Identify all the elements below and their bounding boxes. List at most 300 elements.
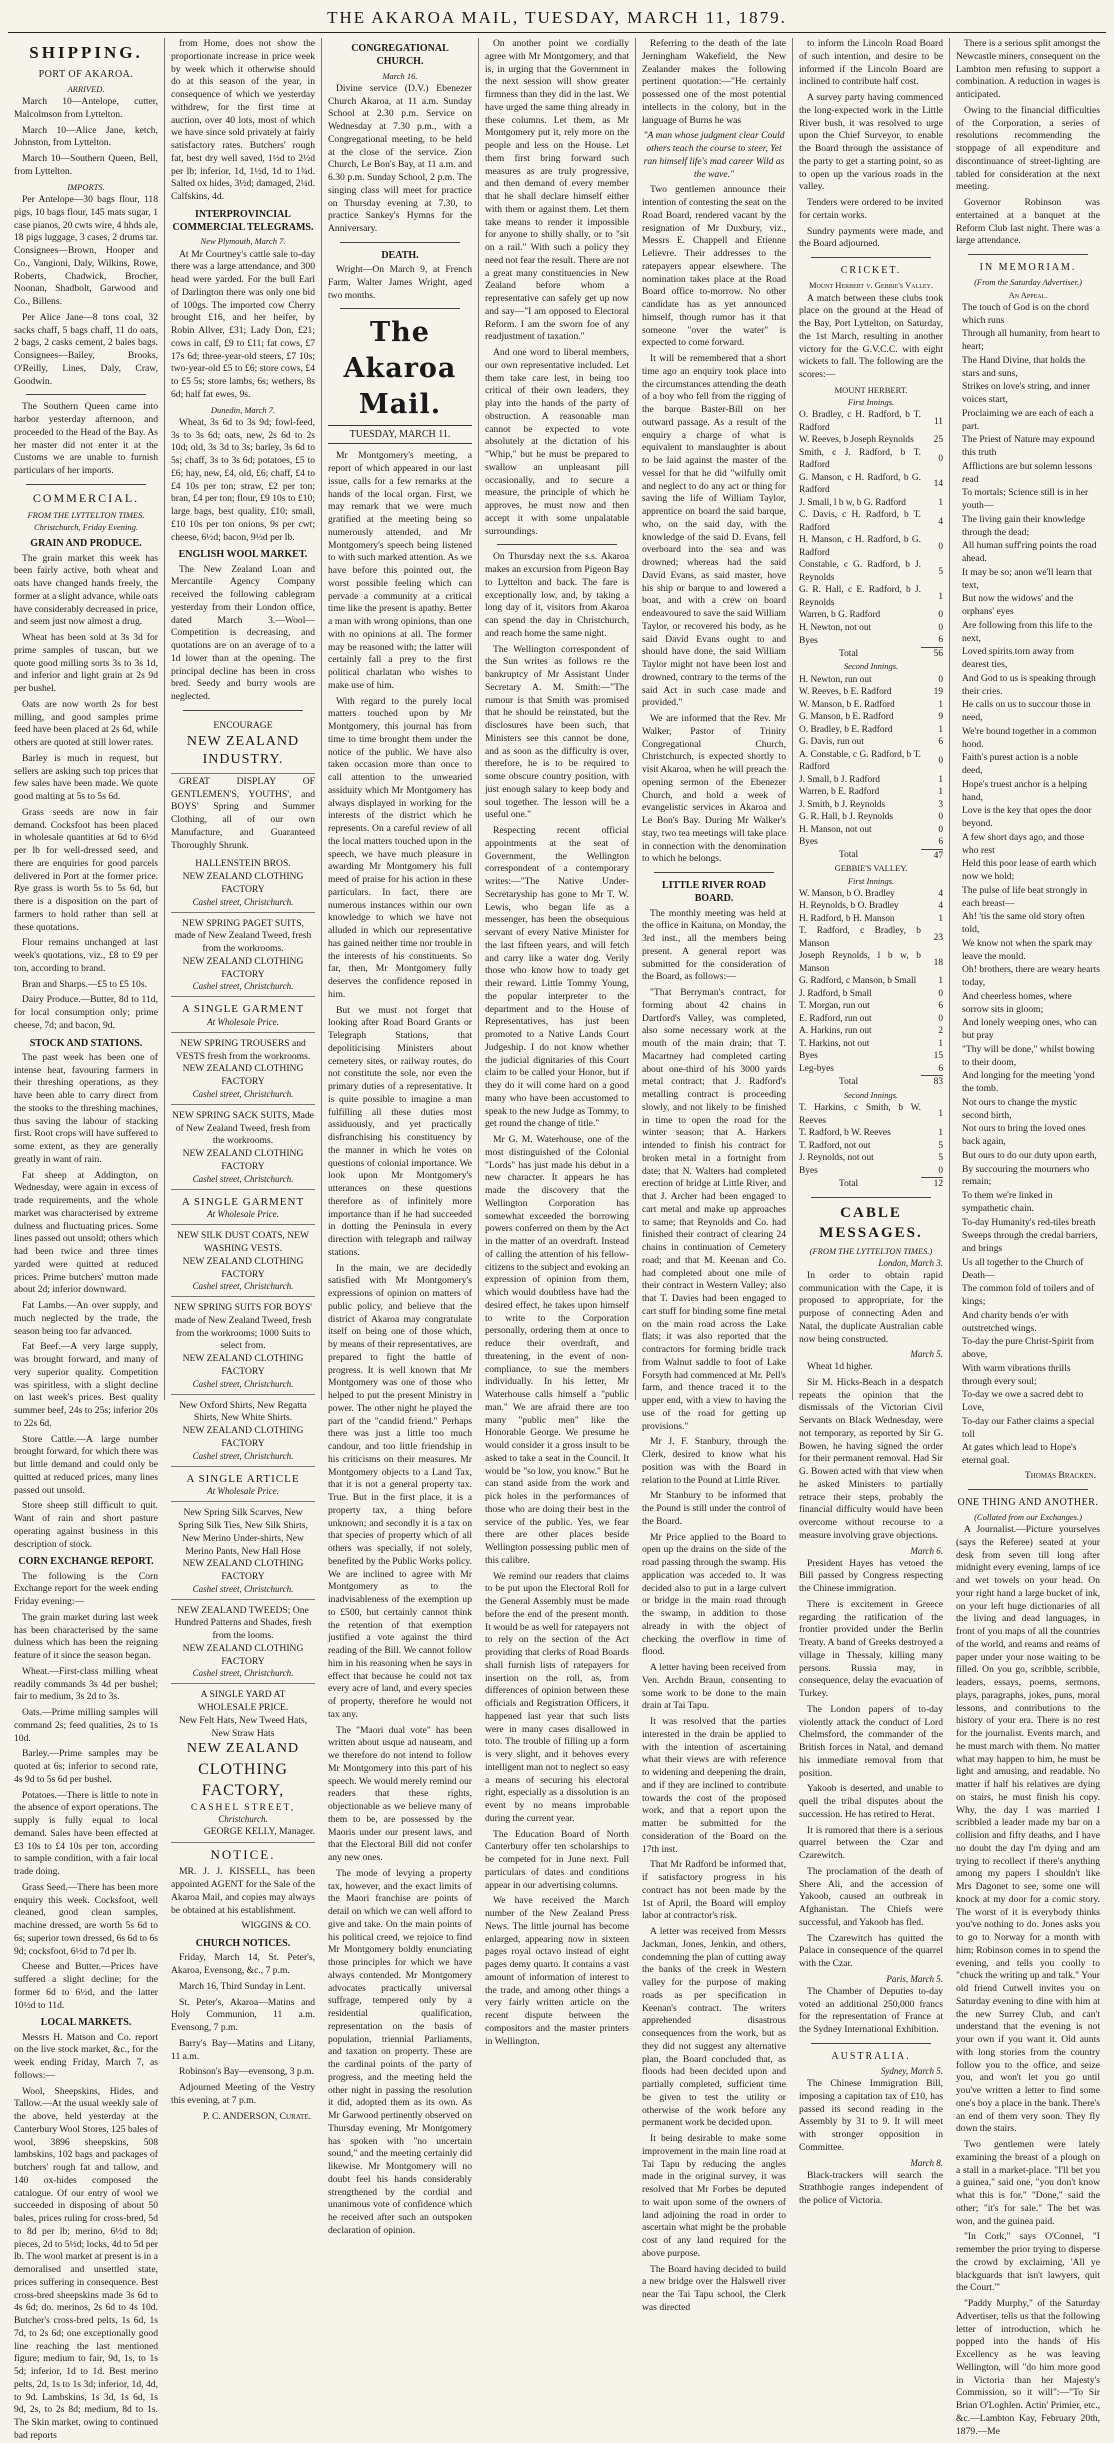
poem-line: It may be so; anon we'll learn that text,: [962, 566, 1092, 591]
poem-line: Proclaiming we are each of each a part.: [962, 407, 1094, 432]
batsman-runs: 0: [938, 824, 943, 835]
road-para: Tenders were ordered to be invited for certain works.: [799, 197, 943, 221]
scorecard-row: [799, 1140, 943, 1153]
editorial-para: The mode of levying a property tax, however, and the exact limits of the Maori franchise are points of detail on which we can well afford to give and take. On the main points of his political creed, we rejoice to find Mr Montgomery boldly enunciating those principles for which we have always contended. Mr Montgomery advocates practically universal suffrage, tempered only by a residential qualification, representation on the basis of population, triennial Parliaments, and taxation on property. These are the cardinal points of the party of progress, and the meeting held the other night in passing the resolution it did, adopted them as its own. As Mr Garwood pertinently observed on Thursday evening, Mr Montgomery has spoken with "no uncertain sound," and the meeting certainly did likewise. Mr Montgomery will no doubt feel his hands considerably strengthened by the cordial and unanimous vote of confidence which he received after such an outspoken declaration of opinion.: [328, 1867, 472, 2236]
arrival-item: March 10—Southern Queen, Bell, from Lyttelton.: [14, 153, 158, 177]
cable-item: In order to obtain rapid communication with the Cape, it is proposed to appropriate, for the purpose of connecting Aden and Natal, the duplicate Australian cable now being constructed.: [799, 1269, 943, 1345]
grain-para: Bran and Sharps.—£5 to £5 10s.: [22, 978, 147, 990]
column-1: [8, 38, 164, 2441]
divider: [26, 394, 146, 395]
news-para: Governor Robinson was entertained at a banquet at the Reform Club last night. There was a large attendance.: [956, 197, 1100, 247]
poem-line: We're bound together in a common hood.: [962, 725, 1097, 750]
scorecard-row: [799, 1013, 943, 1026]
ad-street: Cashel street, Christchurch.: [192, 1088, 294, 1099]
poem-line: Through all humanity, from heart to heart;: [962, 328, 1100, 353]
scorecard-row: [799, 913, 943, 926]
dunedin-para: Wheat, 3s 6d to 3s 9d; fowl-feed, 3s to 3s 6d; oats, new, 2s 6d to 2s 10d; old, 3s 3d to 3s; barley, 3s 6d to 5s; chaff, 3s to 3s 6d; potatoes, £5 to £6; hay, new, £4, old, £6; chaff, £4 to £4 10s per ton; straw, £2 per ton; bran, £4 per ton; flour, £9 10s to £10; large bags, best quality, £10; small, £10 10s per ton onions, 9s per cwt; cheese, 6½d; bacon, 9½d per lb.: [171, 416, 315, 543]
editorial-para: But we must not forget that looking after Road Board Grants or Telegraph Stations, that depoliticising Ministers about cemetery sites, or railway routes, do not constitute the sole, nor even the primary duties of a representative. It is quite possible to imagine a man fulfilling all these duties most assiduously, and yet practically disfranchising his constituency by the manner in which he votes on questions of colonial importance. We look upon Mr Montgomery's utterances on these questions therefore as of infinitely more importance than if he had succeeded in dotting the Peninsula in every direction with telegraph and railway stations.: [328, 1004, 472, 1258]
batsman-runs: 0: [938, 1013, 943, 1024]
clothing-ad: [171, 915, 315, 998]
corn-para: The following is the Corn Exchange report for the week ending Friday evening:—: [14, 1570, 158, 1608]
source-line: FROM THE LYTTELTON TIMES.: [27, 509, 145, 520]
poem-line: Not ours to change the mystic second birth,: [962, 1096, 1077, 1121]
cable-item: President Hayes has vetoed the Bill passed by Congress respecting the Chinese immigration.: [799, 1557, 943, 1595]
corn-para: Oats.—Prime milling samples will command 2s; feed qualities, 2s to 1s 10d.: [14, 1707, 158, 1744]
editorial-para: The "Maori dual vote" has been written about usque ad nauseam, and we therefore do not intend to follow Mr Montgomery into this part of his speech. We would merely remind our readers that these rights, objectionable as we believe many of them to be, are possessed by the Maoris under our present laws, and that the Electoral Bill did not confer any new ones.: [328, 1724, 472, 1864]
batsman-name: O. Bradley, b E. Radford: [799, 724, 893, 735]
curate-signature: P. C. ANDERSON, Curate.: [202, 2110, 311, 2122]
match-desc: A match between these clubs took place on the ground at the Head of the Bay, Port Lyttelton, on Saturday, the 1st March, resulting in another victory for the G.V.C.C. with eight wickets to fall. The following are the scores:—: [799, 292, 943, 381]
clothing-ad: [171, 999, 315, 1033]
poem-line: Sweeps through the credal barriers, and brings: [962, 1230, 1098, 1255]
road-board-heading: LITTLE RIVER ROAD BOARD.: [662, 880, 766, 905]
import-item: Per Alice Jane—8 tons coal, 32 sacks chaff, 5 bags chaff, 11 do oats, 2 bags, 2 casks cement, 2 bales bags. Consignees—Bailey, Brooks, O'Reilly, Lines, Daly, Craw, Goodwin.: [14, 311, 158, 387]
batsman-runs: 0: [938, 541, 943, 552]
scorecard-row: [799, 509, 943, 534]
ad-factory: NEW ZEALAND CLOTHING FACTORY: [182, 1063, 304, 1088]
batsman-name: Byes: [799, 1051, 818, 1062]
grain-para: Grass seeds are now in fair demand. Cocksfoot has been placed in wholesale quantities at 6d to 6½d per lb for well-dressed seed, and there are enquiries for good parcels delivered in Port at the former price. Rye grass is worth 5s to 5s 6d, but there is a disposition on the part of farmers to hold rather than sell at these quotations.: [14, 806, 158, 933]
commercial-heading: COMMERCIAL.: [32, 490, 140, 505]
ad-factory: NEW ZEALAND CLOTHING FACTORY: [182, 1642, 304, 1667]
stock-para: Fat Beef.—A very large supply, was brought forward, and many of very superior quality. Competition was spiritless, with a slight decline on last week's prices. Best quality summer beef, 24s to 25s; inferior 20s to 22s 6d.: [14, 1341, 158, 1429]
source-line: (Collated from our Exchanges.): [974, 1511, 1082, 1522]
total-runs: 83: [921, 1076, 943, 1089]
cable-item: The London papers of to-day violently attack the conduct of Lord Chelmsford, the commander of the British forces in Natal, and demand his immediate removal from that position.: [799, 1703, 943, 1779]
congregational-para: Divine service (D.V.) Ebenezer Church Akaroa, at 11 a.m. Sunday School at 2.30 p.m. Service on Wednesday at 7.30 p.m., with a Congregational meeting, to be held at the close of the service. Zion Church, Le Bon's Bay, at 11 a.m. and 6.30 p.m. Sunday School, 2 p.m. The singing class will meet for practice on Thursday evening at 7.30, to practice Sankey's Hymns for the Anniversary.: [328, 82, 472, 235]
clothing-ad: [171, 1227, 315, 1297]
road-para: Sundry payments were made, and the Board adjourned.: [799, 225, 943, 250]
batsman-runs: 1: [938, 497, 943, 508]
scorecard-row: [799, 622, 943, 635]
cable-item: The Chamber of Deputies to-day voted an additional 250,000 francs for the representation of France at the Sydney International Exhibition.: [799, 1985, 943, 2036]
poem-line: The Hand Divine, that holds the stars and suns,: [962, 354, 1086, 379]
poem-line: Ah! 'tis the same old story often told,: [962, 911, 1085, 936]
batsman-name: T. Harkins, not out: [799, 1038, 870, 1049]
poem-line: A few short days ago, and those who rest: [962, 831, 1085, 856]
batsman-name: G. Manson, c H. Radford, b G. Radford: [799, 472, 921, 496]
innings-heading: First Innings.: [847, 875, 895, 886]
grain-para: Dairy Produce.—Butter, 8d to 11d, for local consumption only; prime cheese, 7d; and bacon, 9d.: [14, 994, 158, 1031]
scorecard-row: [799, 711, 943, 724]
cable-item: It is rumored that there is a serious quarrel between the Czar and Czarewitch.: [799, 1824, 943, 1862]
total-runs: 12: [921, 1178, 943, 1191]
scorecard-table: [799, 888, 943, 1089]
batsman-runs: 0: [938, 622, 943, 633]
divider: [654, 872, 774, 873]
batsman-name: C. Davis, c H. Radford, b T. Radford: [799, 510, 921, 533]
batsman-name: Smith, c J. Radford, b T. Radford: [799, 447, 921, 471]
poem-line: Hope's truest anchor is a helping hand,: [962, 778, 1088, 803]
notice-para: MR. J. J. KISSELL, has been appointed AGENT for the Sale of the Akaroa Mail, and copies may always be obtained at his establishment.: [171, 1866, 315, 1916]
scorecard-row: [799, 559, 943, 584]
batsman-runs: 0: [938, 755, 943, 766]
batsman-runs: 3: [938, 799, 943, 810]
news-para: The Education Board of North Canterbury offer ten scholarships to be competed for in June next. Full particulars of dates and conditions appear in our advertising columns.: [485, 1828, 629, 1891]
batsman-name: J. Reynolds, not out: [799, 1153, 874, 1164]
church-line: Friday, March 14, St. Peter's, Akaroa, Evensong, &c., 7 p.m.: [171, 1952, 315, 1977]
grain-heading: GRAIN AND PRODUCE.: [30, 538, 142, 550]
ad-line: NEW SILK DUST COATS, NEW WASHING VESTS.: [176, 1230, 310, 1255]
scorecard-row: [799, 686, 943, 699]
batsman-name: Byes: [799, 1165, 818, 1176]
batsman-runs: 18: [933, 957, 943, 968]
ad-line: At Wholesale Price.: [207, 1486, 279, 1497]
innings-heading: First Innings.: [847, 397, 895, 408]
scorecard-row: [799, 1025, 943, 1038]
poem-line: The pulse of life beat strongly in each breast—: [962, 884, 1088, 909]
batsman-runs: 4: [938, 901, 943, 912]
batsman-name: G. R. Hall, b J. Reynolds: [799, 812, 894, 823]
church-line: March 16, Third Sunday in Lent.: [179, 1980, 306, 1992]
scorecard-row: [799, 1152, 943, 1165]
batsman-runs: 23: [933, 932, 943, 943]
dateline: New Plymouth, March 7.: [200, 236, 286, 247]
poem-line: To-day we owe a sacred debt to Love,: [962, 1389, 1084, 1414]
ad-line: NEW SPRING TROUSERS and VESTS fresh from the workrooms.: [175, 1037, 311, 1062]
news-para: Respecting recent official appointments at the seat of Government, the Wellington correspondent of a contemporary writes:—"The Native Under-Secretaryship has gone to Mr T. W. Lewis, who began life as a messenger, has been the obsequious servant of every Native Minister for the last fifteen years, and will fetch and carry like a water dog. Verily those who know how to toady get their reward. Little Tommy Young, the popular interpreter to the department and to the House of Representatives, has just been promoted to a Native Lands Court Judgeship. I do not know whether the judicial dignitaries of this Court claim to be called your Honor, but if they do it will come hard on a good many who have been accustomed to speak to the new Judge as Tommy, to get round the change of title.": [485, 825, 629, 1130]
scorecard-row: [799, 811, 943, 824]
road-para: A letter was received from Messrs Jackman, Jones, Jenkin, and others, condemning the plan of cutting away the banks of the creek in Western valley for the purpose of making roads as per specification in Keenan's contract. The writers apprehended disastrous consequences from the work, but as they did not suggest any alternative plan, the Board concluded that, as floods had been decided upon and partially completed, sufficient time be given to test the utility or otherwise of the work before any permanent work be decided upon.: [642, 1926, 786, 2129]
poem-line: Faith's purest action is a noble deed,: [962, 752, 1079, 777]
dateline: Christchurch, Friday Evening.: [33, 522, 139, 532]
poem-line: And God to us is speaking through their cries.: [962, 672, 1096, 697]
batsman-name: H. Newton, not out: [799, 622, 872, 633]
scorecard-row: [799, 434, 943, 447]
batsman-name: G. Manson, b E. Radford: [799, 712, 894, 723]
batsman-runs: 11: [933, 416, 943, 427]
batsman-name: J. Smith, b J. Reynolds: [799, 799, 886, 810]
poem-line: He calls on us to succour those in need,: [962, 699, 1091, 724]
ad-line: New Oxford Shirts, New Regatta Shirts, New White Shirts.: [179, 1399, 307, 1424]
miscellany-para: A Journalist.—Picture yourselves (says the Referee) seated at your desk from seven till long after midnight every evening, lamps of ice and wet towels on your head. On your right hand a large bucket of ink, on your left huge dictionaries of all the living and dead languages, in front of you maps of all the countries of the world, and reams and reams of paper under your nose waiting to be filled. On you go, scribble, scribble, leaders, essays, poems, sermons, plays, paragraphs, jokes, puns, moral lessons, and contributions to the history of your era. There is no rest for the journalist. Events march, and he must march with them. No matter what may happen to him, he must be light and amusing, and readable. No matter if half his relatives are dying on stairs, he must finish his copy. Why, the day I was married I scribbled a leader made my bar on a collision and fifty deaths, and I have no doubt the day I'm dying and am trying to recollect if there's anything among my papers I shouldn't like Mrs Dagonet to see, some one will knock at my door for a comic story. The worst of it is everybody thinks you've nothing to do. Jones asks you to go to Norway for a month with him; Robinson comes in to spend the evening, and tells you coolly to "chuck the writing up and talk." Your old friend Cutwell invites you on Saturday evening to dine with him at the new Surrey Club, and can't understand that the evening is not your own if you want it. Old aunts with long stories from the country follow you to the office, and seize you, and won't let you go until you've written a letter to find some one's boy a place in the bank. There's an end of them very soon. They fly down the stairs.: [956, 1524, 1100, 2135]
news-para: Referring to the death of the late Jerningham Wakefield, the New Zealander makes the following pertinent quotation:—"He certainly possessed one of the most potential intellects in the colony, but in the language of Burns he was: [642, 38, 786, 126]
ad-factory: NEW ZEALAND CLOTHING FACTORY: [182, 1353, 304, 1377]
scorecard-row: [799, 975, 943, 988]
news-para: The Wellington correspondent of the Sun writes as follows re the bankruptcy of Mr Assistant Under Secretary A. M. Smith:—"The rumour is that Smith was promised that he should be reinstated, but the disclosures have been such, that Ministers see this cannot be done, and as soon as the difficulty is over, therefore, he is to be required to some obscure country position, with just enough salary to keep body and soul together. The lesson will be a useful one.": [485, 643, 629, 821]
scorecard-table: [799, 1102, 943, 1191]
clothing-ad: [171, 1192, 315, 1226]
quoted-verse: "A man whose judgment clear Could others teach the course to steer, Yet ran himself life's mad career Wild as the wave.": [643, 130, 785, 180]
scorecard-row: [799, 1165, 943, 1178]
scorecard-total-row: [799, 849, 943, 862]
ad-big-factory: CLOTHING FACTORY,: [198, 1761, 288, 1800]
scorecard-row: [799, 950, 943, 975]
ad-street: Cashel street, Christchurch.: [192, 1378, 294, 1389]
divider: [26, 484, 146, 485]
road-para: Mr Price applied to the Board to open up the drains on the side of the road passing through the swamp. His application was acceded to. It was decided also to put in a large culvert or bridge in the main road through the swamp, in addition to those already in with the object of checking the overflow in time of flood.: [642, 1531, 786, 1658]
batsman-name: A. Constable, c G. Radford, b T. Radford: [799, 749, 921, 773]
column-3: [321, 38, 478, 2236]
ad-line: A SINGLE YARD AT WHOLESALE PRICE.: [197, 1689, 289, 1714]
batsman-runs: 6: [938, 635, 943, 646]
divider: [340, 308, 460, 309]
poem-line: Strikes on love's string, and inner voices start,: [962, 381, 1091, 406]
scorecard-row: [799, 988, 943, 1001]
stock-heading: STOCK AND STATIONS.: [29, 1037, 143, 1049]
total-runs: 56: [921, 647, 943, 660]
poem-line: Are following from this life to the next,: [962, 619, 1093, 644]
batsman-runs: 0: [938, 610, 943, 621]
scorecard-row: [799, 472, 943, 497]
newspaper-columns: [8, 38, 1106, 2441]
batsman-runs: 6: [938, 1063, 943, 1074]
cable-item: The proclamation of the death of Shere Ali, and the accession of Yakoob, caused an outbreak in Afghanistan. The Chiefs were successful, and Yakoob has fled.: [799, 1865, 943, 1928]
ad-line: NEW SPRING SACK SUITS, Made of New Zealand Tweed, fresh from the workrooms.: [172, 1109, 314, 1147]
ad-street: Cashel street, Christchurch.: [192, 1583, 294, 1594]
team-heading: GEBBIE'S VALLEY.: [834, 863, 908, 874]
divider: [811, 1197, 931, 1198]
ad-factory: NEW ZEALAND CLOTHING FACTORY: [182, 955, 304, 980]
imports-heading: IMPORTS.: [67, 181, 105, 192]
batsman-name: T. Radford, not out: [799, 1140, 871, 1151]
poem-line: But now the widows' and the orphans' eyes: [962, 593, 1074, 618]
batsman-runs: 6: [938, 737, 943, 748]
ad-big-nz: NEW ZEALAND: [186, 1741, 300, 1757]
total-runs: 47: [921, 849, 943, 862]
batsman-name: W. Manson, b E. Radford: [799, 699, 895, 710]
column-4: [478, 38, 635, 2047]
corn-para: Cheese and Butter.—Prices have suffered a slight decline; for the former 6d to 6½d, and the latter 10½d to 11d.: [14, 1961, 158, 2011]
ad-hallenstein: HALLENSTEIN BROS.: [195, 858, 291, 870]
batsman-name: G. Radford, c Manson, b Small: [799, 976, 917, 987]
ad-great-display: GREAT DISPLAY OF GENTLEMEN'S, YOUTHS', and BOYS' Spring and Summer Clothing, all of our own Manufacture, and Guaranteed Thoroughly Shrunk.: [171, 775, 315, 851]
batsman-runs: 9: [938, 712, 943, 723]
grain-para: Flour remains unchanged at last week's quotations, viz., £8 to £9 per ton, according to brand.: [14, 937, 158, 974]
ad-factory: NEW ZEALAND CLOTHING FACTORY: [182, 1148, 304, 1172]
arrival-item: March 10—Antelope, cutter, Malcolmson from Lyttelton.: [14, 96, 158, 120]
divider: [968, 1489, 1088, 1490]
poem-line: The common fold of toilers and of kings;: [962, 1283, 1095, 1308]
arrived-heading: ARRIVED.: [67, 83, 105, 94]
batsman-name: G. R. Hall, c E. Radford, b J. Reynolds: [799, 585, 921, 608]
editorial-para: Mr Montgomery's meeting, a report of which appeared in our last issue, calls for a few remarks at the hands of the local organ. First, we may remark that we were much gratified at the meeting being so numerously attended, and Mr Montgomery's speech being listened to with such marked attention. As we have before this pointed out, the worst possible feeling which can pervade a community at a critical time like the present is apathy. Better a man with wrong opinions, than one with no opinions at all. The former may be reasoned with; the latter will certainly fall a prey to the first political charlatan who wishes to make use of him.: [328, 450, 472, 691]
scorecard-row: [799, 736, 943, 749]
dateline: Dunedin, March 7.: [210, 404, 276, 415]
cable-item: Black-trackers will search the Strathbogie ranges independent of the police of Victoria.: [799, 2169, 943, 2207]
poem-line: At gates which lead to Hope's eternal goal.: [962, 1442, 1077, 1467]
wool-heading: ENGLISH WOOL MARKET.: [178, 549, 308, 561]
notice-heading: NOTICE.: [210, 1847, 276, 1863]
grain-para: Wheat has been sold at 3s 3d for prime samples of tuscan, but we quote good milling sorts 3s to 3s 1d, and inferior and light grain at 2s 9d per bushel.: [14, 632, 158, 695]
news-para: Mr G. M. Waterhouse, one of the most distinguished of the Colonial "Lords" has just made his debut in a new character. It appears he has made the discovery that the Wellington Corporation has somewhat exceeded the borrowing powers conferred on them by the Act in the matter of an overdraft. Instead of calling the attention of his fellow-citizens to the subject and evoking an expression of opinion from them, which would doubtless have had the desired effect, he takes upon himself to write to the Corporation personally, ordering them at once to reduce their overdraft, and threatening, in the event of non-compliance, to sue the members individually. In his letter, Mr Waterhouse calls himself a "public man." We are afraid there are too many "public men" like the Honorable George. We presume he would consider it a gross insult to be asked to take a seat in the Council. It would be "so low, you know." But he can stand aside from the work and pick holes in the performances of those who are doing their best in the service of the public. Yes, we fear there are other places beside Wellington possessing public men of this calibre.: [485, 1134, 629, 1566]
australia-list: [799, 2066, 943, 2208]
batsman-runs: 0: [938, 674, 943, 685]
stock-para: The past week has been one of intense heat, favouring farmers in their threshing operations, as they have been able to carry direct from the stooks to the threshing machines, thus saving the labour of stacking first. Root crops will have suffered to some extent, as they are generally greatly in want of rain.: [14, 1051, 158, 1165]
congregational-heading: CONGREGATIONAL CHURCH.: [351, 43, 449, 68]
poem-line: All human suff'ring points the road ahead.: [962, 540, 1097, 565]
batsman-runs: 1: [938, 787, 943, 798]
stock-para: Store sheep still difficult to quit. Want of rain and short pasture operating against business in this description of stock.: [14, 1500, 158, 1550]
grain-para: Oats are now worth 2s for best milling, and good samples prime feed have been placed at 2s 6d, while others are quoted at still lower rates.: [14, 698, 158, 749]
batsman-name: A. Harkins, run out: [799, 1026, 872, 1037]
stock-para: Fat Lambs.—An over supply, and much neglected by the trade, the season being too far advanced.: [14, 1300, 158, 1337]
cable-item: The Chinese Immigration Bill, imposing a capitation tax of £10, has passed its second reading in the Assembly by 31 to 9. It will meet with stronger opposition in Committee.: [799, 2078, 943, 2153]
batsman-runs: 1: [938, 724, 943, 735]
road-para: A survey party having commenced the long-expected work in the Little River bush, it was resolved to urge upon the Chief Surveyor, to enable the Board through the assistance of the party to get a starting point, so as to open up the various roads in the valley.: [799, 92, 943, 193]
batsman-name: Byes: [799, 837, 818, 848]
scorecard-total-row: [799, 647, 943, 660]
poem-line: Oh! brothers, there are weary hearts today,: [962, 964, 1100, 989]
batsman-runs: 1: [938, 976, 943, 987]
scorecard-row: [799, 534, 943, 559]
miscellany-para: "Paddy Murphy," of the Saturday Advertiser, tells us that the following letter of introduction, which he popped into the hands of His Excellency as he was leaving Wellington, will "do him more good in Victoria than her Majesty's Commission, so it will":—"To Sir Brian O'Loghlen. Actin' Primier, etc., &c.—Lambton Kay, February 20th, 1879.—Me: [956, 2298, 1100, 2437]
scorecard-row: [799, 1127, 943, 1140]
batsman-runs: 4: [938, 516, 943, 527]
corn-para: The grain market during last week has been characterised by the same dulness which has been the reigning feature of it since the season began.: [14, 1611, 158, 1662]
divider: [183, 710, 303, 711]
clothing-ad: [171, 1602, 315, 1685]
corn-para: Potatoes.—There is little to note in the absence of export operations. The supply is fully equal to local demand. Sales have been effected at £3 10s to £4 10s per ton, according to sample condition, with a fair local trade doing.: [14, 1789, 158, 1878]
scorecard-row: [799, 888, 943, 901]
road-para: to inform the Lincoln Road Board of such intention, and desire to be informed if the Lincoln Board are inclined to contribute half cost.: [799, 38, 943, 88]
batsman-name: W. Manson, b O. Bradley: [799, 888, 895, 899]
ad-factory: NEW ZEALAND CLOTHING FACTORY: [182, 871, 304, 895]
ad-line: NEW ZEALAND TWEEDS; One Hundred Patterns and Shades, fresh from the looms.: [174, 1604, 312, 1642]
corn-para: Wheat.—First-class milling wheat readily commands 3s 4d per bushel; fair to medium, 3s 2d to 3s.: [14, 1665, 158, 1703]
ad-factory: NEW ZEALAND CLOTHING FACTORY: [182, 1255, 304, 1280]
poem-line: Us all together to the Church of Death—: [962, 1256, 1084, 1281]
ad-line: NEW SPRING PAGET SUITS, made of New Zealand Tweed, fresh from the workrooms.: [174, 917, 312, 955]
dateline: Paris, March 5.: [886, 1973, 943, 1984]
news-para: Owing to the financial difficulties of the Corporation, a series of resolutions recommending the stoppage of all expenditure and discontinuance of street-lighting are tabled for consideration at the next meeting.: [956, 104, 1100, 193]
batsman-runs: 1: [938, 1109, 943, 1120]
poem-signature: Thomas Bracken.: [1024, 1469, 1096, 1481]
poem-line: Loved spirits torn away from dearest ties,: [962, 646, 1074, 671]
poem-line: And lonely weeping ones, who can but pray: [962, 1017, 1097, 1042]
poem: [956, 302, 1100, 1468]
clothing-ad: [171, 855, 315, 912]
poem-line: To-day Humanity's red-tiles breath: [962, 1216, 1096, 1228]
clothing-ad: [171, 1504, 315, 1599]
batsman-runs: 0: [938, 454, 943, 465]
ad-line: A SINGLE ARTICLE: [186, 1472, 300, 1485]
cable-item: Wheat 1d higher.: [807, 1361, 873, 1373]
scorecard-table: [799, 409, 943, 660]
batsman-runs: 6: [938, 837, 943, 848]
poem-line: Not ours to bring the loved ones back again,: [962, 1123, 1086, 1148]
news-para: We have received the March number of the New Zealand Press News. The little journal has become enlarged, appearing now in sixteen pages royal octavo instead of eight pages demy quarto. It contains a vast amount of information of interest to the trade, and among other things a very fairly written article on the recent dispute between the compositors and the master printers in Wellington.: [485, 1895, 629, 2047]
scorecard-row: [799, 1038, 943, 1051]
editorial-para: And one word to liberal members, our own representative included. Let them take care lest, in being too critical of their own leaders, they play into the hands of the party of obstruction. A reasonable man cannot be expected to vote absolutely at the dictation of his "Whip," but he must be prepared to swallow an unpleasant pill occasionally, and to secure a measure, the principle of which he approves, he must now and then accept it with some unpalatable surroundings.: [485, 347, 629, 537]
clothing-ad: [171, 1397, 315, 1467]
scorecard-row: [799, 447, 943, 472]
ad-street: Cashel street, Christchurch.: [192, 1668, 294, 1679]
batsman-runs: 4: [938, 888, 943, 899]
scorecard-row: [799, 1000, 943, 1013]
scorecard-row: [799, 1102, 943, 1127]
batsman-runs: 1: [938, 591, 943, 602]
corn-para: Barley.—Prime samples may be quoted at 6s; inferior to second rate, 4s 9d to 5s 6d per bushel.: [14, 1748, 158, 1785]
shipping-heading: SHIPPING.: [29, 43, 143, 62]
batsman-name: Constable, c G. Radford, b J. Reynolds: [799, 560, 921, 583]
batsman-name: Warren, b E. Radford: [799, 787, 880, 798]
scorecard-row: [799, 634, 943, 647]
grain-para: Barley is much in request, but sellers are asking such top prices that few sales have been made. We quote good malting at 5s to 5s 6d.: [14, 752, 158, 803]
scorecard-row: [799, 609, 943, 622]
miscellany-para: Two gentlemen were lately examining the breast of a plough on a stall in a market-place. "I'll bet you a guinea," said one, "you don't know what this is for." "Done," said the other; "it's for sale." The bet was won, and the guinea paid.: [956, 2139, 1100, 2227]
poem-line: Afflictions are but solemn lessons read: [962, 460, 1093, 485]
batsman-name: Joseph Reynolds, l b w, b Manson: [799, 951, 921, 974]
masthead: THE AKAROA MAIL, TUESDAY, MARCH 11, 1879.: [327, 8, 787, 27]
news-para: We are informed that the Rev. Mr Walker, Pastor of Trinity Congregational Church, Christchurch, is expected shortly to visit Akaroa, when he will preach the opening sermon of the Ebenezer Church, and hold a week of evangelistic services in Akaroa and Le Bon's Bay. During Mr Walker's stay, two tea meetings will take place in connection with the denomination to which he belongs.: [642, 713, 786, 865]
batsman-runs: 5: [938, 1140, 943, 1151]
clothing-ad: [171, 1035, 315, 1105]
clothing-ad: [171, 1299, 315, 1394]
divider: [340, 242, 460, 243]
poem-line: To them we're linked in sympathetic chain.: [962, 1190, 1053, 1214]
divider: [497, 544, 617, 545]
innings-heading: Second Innings.: [843, 1089, 899, 1100]
source-line: (From the Saturday Advertiser.): [974, 277, 1082, 288]
poem-line: We know not when the spark may leave the mould.: [962, 937, 1093, 962]
scorecard-table: [799, 674, 943, 863]
poem-line: And cheerless homes, where sorrow sits in gloom;: [962, 990, 1072, 1015]
queen-note: The Southern Queen came into harbor yesterday afternoon, and proceeded to the Head of the Bay. As her master did not enter it at the Customs we are unable to furnish particulars of her imports.: [14, 401, 158, 476]
scorecard-row: [799, 497, 943, 510]
scorecard-row: [799, 724, 943, 737]
ad-line: A SINGLE GARMENT: [181, 1195, 305, 1208]
batsman-name: T. Morgan, run out: [799, 1001, 870, 1012]
innings-heading: Second Innings.: [843, 661, 899, 672]
divider: [968, 254, 1088, 255]
editorial-date: TUESDAY, MARCH 11.: [328, 425, 472, 444]
match-title: Mount Herbert v. Gebbie's Valley.: [808, 280, 934, 291]
column-6: [792, 38, 949, 2207]
dateline: Sydney, March 5.: [880, 2066, 943, 2077]
poem-line: Love is the key that opes the door beyond.: [962, 805, 1092, 830]
road-para: "That Berryman's contract, for forming about 42 chains in Dartford's Valley, was completed, also some necessary work at the mouth of the main drain; that T. Macartney had completed carting about one-third of his 3000 yards metal contract; that J. Radford's metalling contract is proceeding slowly, and not likely to be finished in time to open the road for the winter season; that A. Harkers intended to finish his contract for broken metal in a fortnight from date; that N. Walters had completed erection of bridge at Little River, and that J. Archer had been engaged to cart metal and make up approaches to same; that Reynolds and Co. had finished their contract of clearing 24 chains in continuation of Cemetery road; and that M. Keenan and Co. had completed about one mile of their contract in Western Valley; also that T. Davies had been engaged to cart stuff for binding some fine metal on the main road across the Lake flats; it was also reported that the contractors for forming bridle track from Walnut saddle to foot of Lake Forsyth had commenced at Mr. Pell's farm, and thence traced it to the upper end, with a view to having the use of the road for getting up provisions.": [642, 987, 786, 1432]
ad-line: New Spring Silk Scarves, New Spring Silk Ties, New Silk Shirts, New Merino Under-shirts, New Merino Pants, New Hall Hose: [178, 1507, 308, 1557]
ad-manager: GEORGE KELLY, Manager.: [203, 1826, 315, 1838]
masthead-rule: [8, 32, 1106, 33]
scorecard-row: [799, 925, 943, 950]
batsman-runs: 6: [938, 1001, 943, 1012]
editorial-para: With regard to the purely local matters touched upon by Mr Montgomery, this journal has from time to time brought them under the notice of the public. We have also taken occasion more than once to call attention to the unwearied assiduity which Mr Montgomery has always displayed in working for the interests of the district which he represents. On a careful review of all the local matters touched upon in the speech, we have much pleasure in awarding Mr Montgomery his full meed of praise for his action in these particulars. In fact, there are numerous instances within our own knowledge to which we have not alluded in which our representative has gained neither time nor trouble in the interests of his constituents. So far, then, Mr Montgomery fully deserves the confidence reposed in him.: [328, 695, 472, 1000]
ad-street: Cashel street, Christchurch.: [192, 1173, 294, 1184]
local-para: Messrs H. Matson and Co. report on the live stock market, &c., for the week ending Friday, March 7, as follows:—: [14, 2031, 158, 2081]
dateline: March 8.: [910, 2157, 943, 2168]
ad-big-street: CASHEL STREET,: [190, 1801, 296, 1813]
poem-line: To-day our Father claims a special toll: [962, 1415, 1095, 1440]
scorecard-row: [799, 749, 943, 774]
news-para: We remind our readers that claims to be put upon the Electoral Roll for the General Assembly must be made before the end of the present month. It would be as well for ratepayers not to rely on the section of the Act providing that clerks of Road Boards shall furnish lists of ratepayers for insertion on the roll, as, from differences of opinion between these officials and Registration Officers, it happened last year that such lists were in many cases disallowed in toto. The trouble of filling up a form is very slight, and it behoves every intelligent man not to neglect so easy a means of securing his electoral right, especially as a dissolution is an event by no means improbable during the current year.: [485, 1570, 629, 1824]
one-thing-heading: ONE THING AND ANOTHER.: [957, 1496, 1099, 1508]
church-line: St. Peter's, Akaroa—Matins and Holy Communion, 11 a.m. Evensong, 7 p.m.: [171, 1996, 315, 2034]
cable-item: The Czarewitch has quitted the Palace in consequence of the quarrel with the Czar.: [799, 1932, 943, 1970]
batsman-name: E. Radford, run out: [799, 1013, 872, 1024]
poem-line: Held this poor lease of earth which now we hold;: [962, 858, 1097, 883]
scorecard-row: [799, 1050, 943, 1063]
dateline: March 6.: [910, 1545, 943, 1556]
telegram-heading: INTERPROVINCIAL COMMERCIAL TELEGRAMS.: [172, 208, 314, 234]
stock-para: Store Cattle.—A large number brought forward, for which there was but little demand and could only be quitted at reduced prices, many lines passed out unsold.: [14, 1433, 158, 1496]
column-2: [164, 38, 321, 2122]
news-para: There is a serious split amongst the Newcastle miners, consequent on the Lambton men refusing to support a combination. A reduction in wages is anticipated.: [956, 38, 1100, 100]
poem-line: And longing for the meeting 'yond the tomb.: [962, 1070, 1095, 1095]
scorecard-row: [799, 836, 943, 849]
poem-line: By succouring the mourners who remain;: [962, 1163, 1090, 1188]
column-7: [949, 38, 1106, 2437]
batsman-name: G. Davis, run out: [799, 737, 864, 748]
batsman-name: Warren, b G. Radford: [799, 610, 881, 621]
scorecard-row: [799, 1063, 943, 1076]
batsman-runs: 25: [933, 435, 943, 446]
scorecard-row: [799, 674, 943, 687]
corn-para: Grass Seed.—There has been more enquiry this week. Cocksfoot, well cleaned, good clean samples, machine dressed, are worth 5s 6d to 6s; superior town dressed, 6s 6d to 6s 9d; cocksfoot, 6½d to 7d per lb.: [14, 1881, 158, 1957]
batsman-name: Leg-byes: [799, 1064, 834, 1075]
church-line: Adjourned Meeting of the Vestry this evening, at 7 p.m.: [171, 2082, 315, 2106]
